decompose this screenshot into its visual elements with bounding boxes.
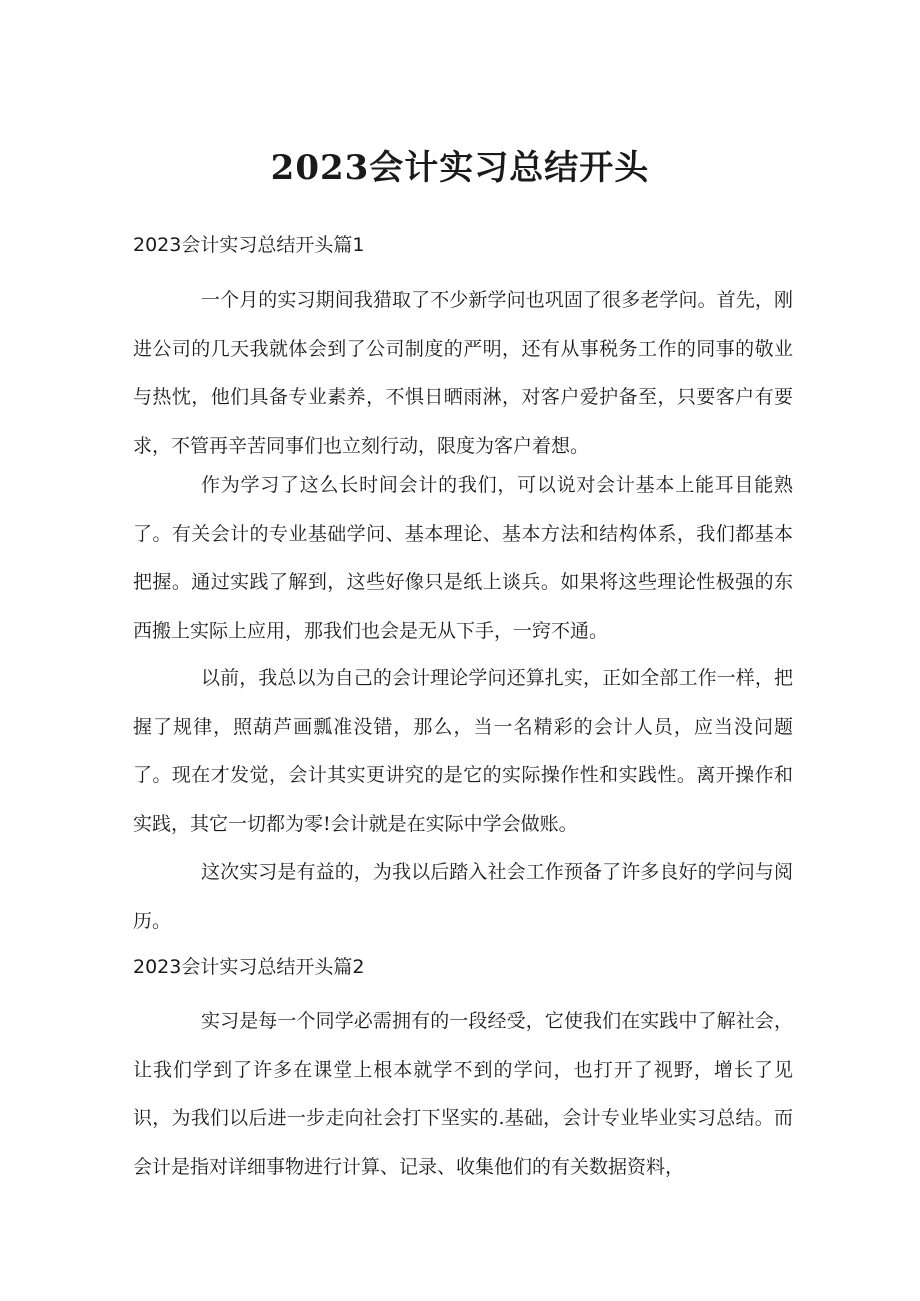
section-heading-2: 2023会计实习总结开头篇2 bbox=[133, 956, 365, 978]
paragraph: 一个月的实习期间我猎取了不少新学问也巩固了很多老学问。首先，刚进公司的几天我就体会到了公司制度的严明，还有从事税务工作的同事的敬业与热忱，他们具备专业素养，不惧日晒雨淋，对客户爱护备至，只要客户有要求，不管再辛苦同事们也立刻行动，限度为客户着想。 bbox=[133, 289, 793, 457]
section-heading-1: 2023会计实习总结开头篇1 bbox=[133, 234, 365, 256]
paragraph: 以前，我总以为自己的会计理论学问还算扎实，正如全部工作一样，把握了规律，照葫芦画瓢准没错，那么，当一名精彩的会计人员，应当没问题了。现在才发觉，会计其实更讲究的是它的实际操作性和实践性。离开操作和实践，其它一切都为零!会计就是在实际中学会做账。 bbox=[133, 667, 793, 835]
paragraph: 作为学习了这么长时间会计的我们，可以说对会计基本上能耳目能熟了。有关会计的专业基础学问、基本理论、基本方法和结构体系，我们都基本把握。通过实践了解到，这些好像只是纸上谈兵。如果将这些理论性极强的东西搬上实际上应用，那我们也会是无从下手，一窍不通。 bbox=[133, 474, 793, 642]
document-title: 2023会计实习总结开头 bbox=[270, 148, 650, 188]
paragraph: 实习是每一个同学必需拥有的一段经受，它使我们在实践中了解社会，让我们学到了许多在课堂上根本就学不到的学问，也打开了视野，增长了见识，为我们以后进一步走向社会打下坚实的.基础，会计专业毕业实习总结。而会计是指对详细事物进行计算、记录、收集他们的有关数据资料， bbox=[133, 1010, 793, 1178]
paragraph: 这次实习是有益的，为我以后踏入社会工作预备了许多良好的学问与阅历。 bbox=[133, 861, 793, 932]
